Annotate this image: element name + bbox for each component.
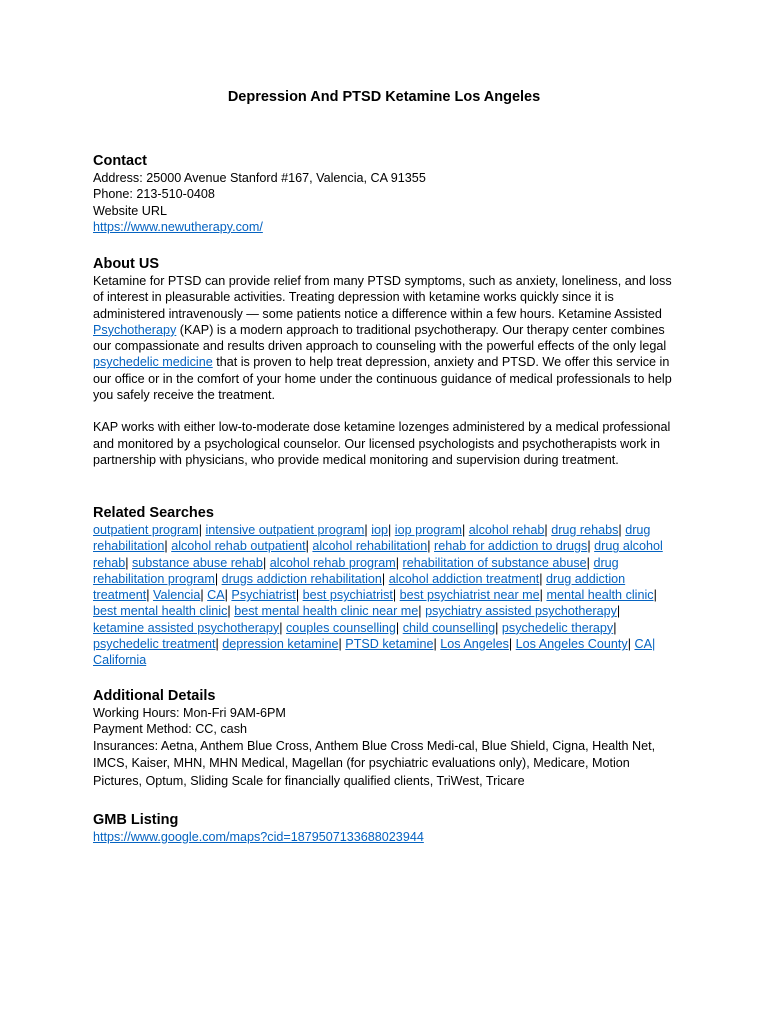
related-search-link[interactable]: alcohol rehab outpatient [171, 539, 306, 554]
related-search-link[interactable]: substance abuse rehab [132, 555, 263, 570]
link-separator: | [200, 588, 208, 603]
link-separator: | [586, 555, 594, 570]
link-separator: | [418, 604, 426, 619]
link-separator: | [198, 523, 206, 537]
related-search-link[interactable]: intensive outpatient program [205, 523, 365, 537]
link-separator: | [388, 523, 395, 537]
about-heading: About US [93, 256, 160, 272]
related-search-link[interactable]: ketamine assisted psychotherapy [93, 620, 280, 635]
related-search-link[interactable]: drug rehabs [551, 523, 619, 537]
related-search-link[interactable]: drug rehabilitation program [93, 555, 619, 586]
link-separator: | [627, 637, 635, 652]
related-search-link[interactable]: mental health clinic [546, 588, 654, 603]
link-separator: | [164, 539, 172, 554]
related-search-link[interactable]: drug rehabilitation [93, 523, 651, 554]
related-search-link[interactable]: alcohol addiction treatment [388, 571, 540, 586]
related-search-link[interactable]: psychiatry assisted psychotherapy [425, 604, 617, 619]
related-search-link[interactable]: Valencia [152, 588, 201, 603]
related-search-link[interactable]: iop program [394, 523, 462, 537]
related-search-link[interactable]: child counselling [402, 620, 496, 635]
link-separator: | [215, 637, 223, 652]
related-search-link[interactable]: rehabilitation of substance abuse [402, 555, 587, 570]
related-search-link[interactable]: psychedelic therapy [501, 620, 614, 635]
gmb-listing-section [93, 811, 673, 845]
related-search-link[interactable]: depression ketamine [222, 637, 339, 652]
link-separator: | [364, 523, 372, 537]
link-separator: | [539, 588, 547, 603]
link-separator: | [146, 588, 153, 603]
link-separator: | [433, 637, 441, 652]
related-search-link[interactable]: alcohol rehabilitation [312, 539, 428, 554]
link-separator: | [544, 523, 552, 537]
working-hours: Working Hours: Mon-Fri 9AM-6PM [93, 706, 286, 720]
link-separator: | [613, 620, 617, 635]
related-search-link[interactable]: alcohol rehab [468, 523, 545, 537]
link-separator: | [392, 588, 400, 603]
link-separator: | [262, 555, 270, 570]
related-search-link[interactable]: PTSD ketamine [345, 637, 434, 652]
contact-heading: Contact [93, 153, 147, 169]
link-separator: | [508, 637, 516, 652]
contact-phone: Phone: 213-510-0408 [93, 187, 215, 202]
related-search-link[interactable]: couples counselling [286, 620, 396, 635]
link-separator: | [462, 523, 469, 537]
link-separator: | [587, 539, 595, 554]
gmb-listing-heading: GMB Listing [93, 812, 179, 828]
link-separator: | [214, 571, 222, 586]
contact-section [93, 152, 673, 235]
website-label: Website URL [93, 203, 167, 218]
related-search-link[interactable]: outpatient program [93, 523, 199, 537]
related-search-link[interactable]: CA [207, 588, 225, 603]
link-separator: | [295, 588, 303, 603]
link-separator: | [539, 571, 547, 586]
website-link[interactable]: https://www.newutherapy.com/ [93, 219, 263, 234]
related-search-link[interactable]: best psychiatrist near me [399, 588, 540, 603]
about-paragraph-1 [93, 273, 673, 403]
related-search-link[interactable]: best psychiatrist [302, 588, 393, 603]
about-section [93, 255, 673, 468]
insurances: Insurances: Aetna, Anthem Blue Cross, Anthem Blue Cross Medi-cal, Blue Shield, Cigna, Health Net, IMCS, Kaiser, MHN, MHN Medical, Magellan (for psychiatric evaluations only), Medicare, Motion Pictures, Optum, Sliding Scale for financially qualified clients, TriWest, Tricare [93, 738, 656, 788]
contact-address: Address: 25000 Avenue Stanford #167, Valencia, CA 91355 [93, 171, 426, 185]
link-separator: | [395, 620, 403, 635]
related-search-link[interactable]: best mental health clinic [93, 604, 228, 619]
related-search-link[interactable]: drug addiction treatment [93, 571, 626, 603]
link-separator: | [427, 539, 435, 554]
link-separator: | [279, 620, 286, 635]
link-separator: | [616, 604, 621, 619]
related-search-link[interactable]: CA| California [93, 637, 656, 668]
related-search-link[interactable]: rehab for addiction to drugs [434, 539, 588, 554]
related-search-link[interactable]: alcohol rehab program [269, 555, 396, 570]
related-searches-heading: Related Searches [93, 505, 214, 521]
about-p1-text-1: Ketamine for PTSD can provide relief from many PTSD symptoms, such as anxiety, loneliness, and loss of interest in pleasurable activities. Treating depression with ketamine works quickly since it is administered intravenously — some patients notice a difference within a few hours. Ketamine Assisted [93, 274, 672, 321]
gmb-link[interactable]: https://www.google.com/maps?cid=1879507133688023944 [93, 830, 424, 844]
about-p1-text-2: (KAP) is a modern approach to traditional psychotherapy. Our therapy center combines our compassionate and results driven approach to counseling with the powerful effects of the only legal [93, 322, 667, 354]
payment-method: Payment Method: CC, cash [93, 722, 247, 737]
related-search-link[interactable]: best mental health clinic near me [234, 604, 419, 619]
link-separator: | [395, 555, 403, 570]
link-separator: | [618, 523, 626, 537]
page-title: Depression And PTSD Ketamine Los Angeles [227, 89, 541, 105]
additional-details-section [93, 687, 673, 790]
related-search-link[interactable]: drug alcohol rehab [93, 539, 663, 570]
link-separator: | [381, 571, 389, 586]
about-paragraph-2: KAP works with either low-to-moderate dose ketamine lozenges administered by a medical professional and monitored by a psychological counselor. Our licensed psychologists and psychotherapists work in partnership with physicians, who provide medical monitoring and supervision during treatment. [93, 420, 671, 467]
related-search-link[interactable]: Los Angeles [440, 637, 509, 652]
additional-details-heading: Additional Details [93, 688, 216, 704]
link-separator: | [653, 588, 657, 603]
link-separator: | [495, 620, 502, 635]
link-separator: | [125, 555, 132, 570]
link-separator: | [305, 539, 313, 554]
related-search-link[interactable]: psychedelic treatment [93, 637, 216, 652]
link-separator: | [338, 637, 346, 652]
psychedelic-medicine-link[interactable]: psychedelic medicine [93, 355, 213, 370]
link-separator: | [227, 604, 235, 619]
about-p1-text-3: that is proven to help treat depression, anxiety and PTSD. We offer this service in our office or in the comfort of your home under the continuous guidance of medical professionals to help you safely receive the treatment. [93, 355, 672, 403]
related-searches-list [93, 522, 673, 669]
psychotherapy-link[interactable]: Psychotherapy [93, 322, 177, 337]
related-search-link[interactable]: Psychiatrist [231, 588, 296, 603]
related-searches-section [93, 504, 673, 669]
related-search-link[interactable]: iop [371, 523, 389, 537]
link-separator: | [224, 588, 232, 603]
related-search-link[interactable]: Los Angeles County [515, 637, 628, 652]
related-search-link[interactable]: drugs addiction rehabilitation [221, 571, 382, 586]
